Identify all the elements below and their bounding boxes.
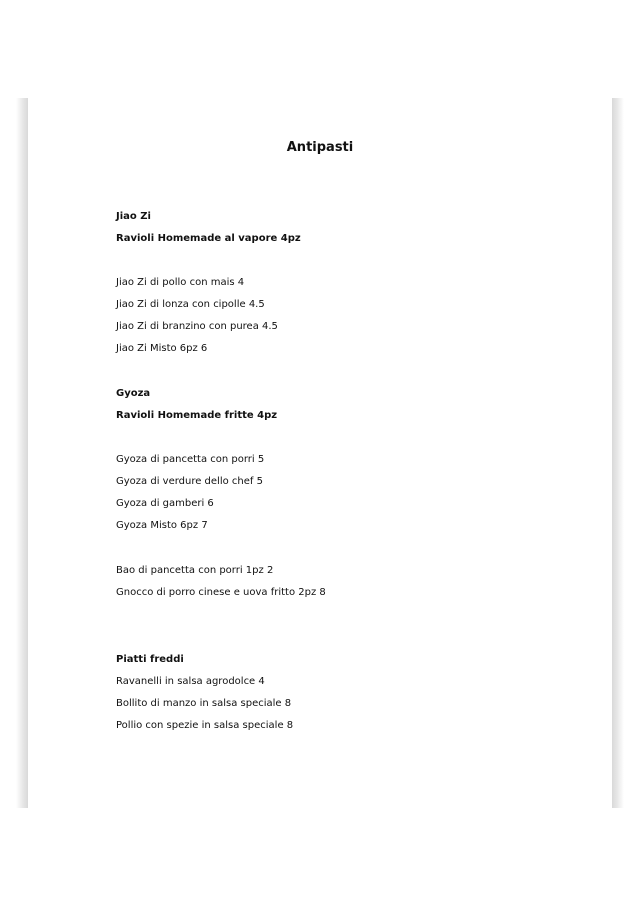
section-subheading-jiao-zi: Ravioli Homemade al vapore 4pz <box>116 233 301 244</box>
menu-item: Jiao Zi Misto 6pz 6 <box>116 343 208 354</box>
menu-item: Jiao Zi di branzino con purea 4.5 <box>116 321 278 332</box>
section-heading-piatti-freddi: Piatti freddi <box>116 654 184 665</box>
menu-item: Gyoza Misto 6pz 7 <box>116 520 208 531</box>
menu-item: Bollito di manzo in salsa speciale 8 <box>116 698 292 709</box>
menu-item: Jiao Zi di lonza con cipolle 4.5 <box>116 299 265 310</box>
section-heading-jiao-zi: Jiao Zi <box>116 211 151 222</box>
page-title: Antipasti <box>286 140 354 155</box>
menu-page <box>28 98 612 808</box>
menu-item: Bao di pancetta con porri 1pz 2 <box>116 565 274 576</box>
section-subheading-gyoza: Ravioli Homemade fritte 4pz <box>116 410 278 421</box>
menu-item: Ravanelli in salsa agrodolce 4 <box>116 676 265 687</box>
section-heading-gyoza: Gyoza <box>116 388 151 399</box>
menu-item: Gyoza di gamberi 6 <box>116 498 214 509</box>
menu-item: Pollio con spezie in salsa speciale 8 <box>116 720 294 731</box>
menu-item: Gyoza di pancetta con porri 5 <box>116 454 265 465</box>
menu-item: Jiao Zi di pollo con mais 4 <box>116 277 245 288</box>
menu-item: Gnocco di porro cinese e uova fritto 2pz 8 <box>116 587 326 598</box>
menu-item: Gyoza di verdure dello chef 5 <box>116 476 263 487</box>
page-edge-left <box>16 98 28 808</box>
page-edge-right <box>612 98 624 808</box>
